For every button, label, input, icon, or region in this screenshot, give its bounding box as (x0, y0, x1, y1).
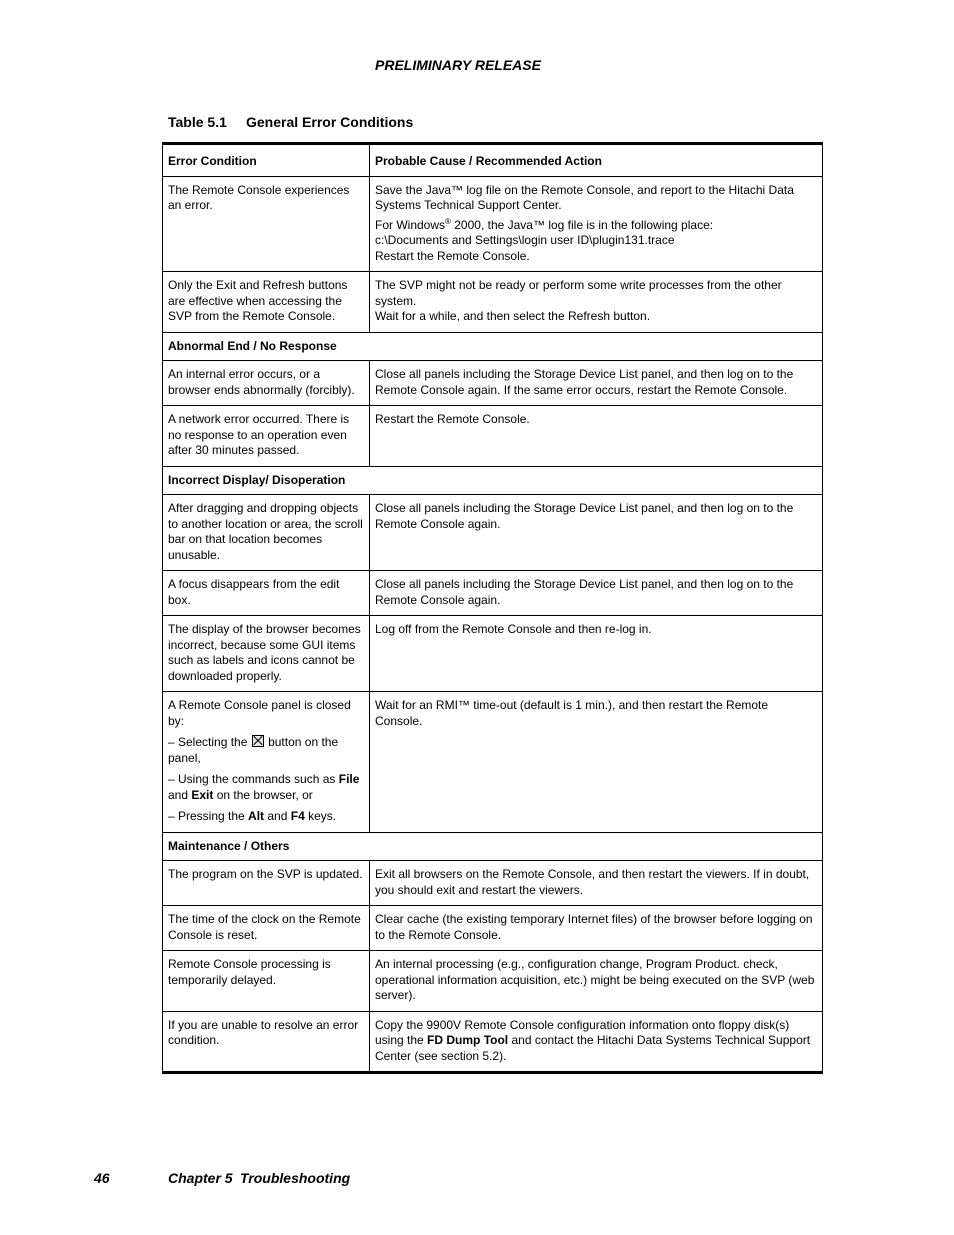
condition-text: – Using the commands such as (168, 772, 339, 786)
col-header-error-condition: Error Condition (163, 144, 370, 177)
condition-cell: After dragging and dropping objects to another location or area, the scroll bar on that location becomes unusable. (163, 495, 370, 571)
action-line: Restart the Remote Console. (375, 248, 530, 263)
page-number: 46 (94, 1170, 110, 1186)
condition-cell: Only the Exit and Refresh buttons are effective when accessing the SVP from the Remote Console. (163, 272, 370, 333)
action-line: Wait for a while, and then select the Refresh button. (375, 309, 651, 323)
action-line (375, 214, 817, 234)
condition-cell: A focus disappears from the edit box. (163, 571, 370, 616)
condition-text: – Pressing the (168, 809, 249, 823)
condition-line (168, 735, 364, 766)
table-row (163, 692, 823, 833)
section-row (163, 466, 823, 495)
section-row (163, 832, 823, 861)
action-cell (370, 176, 823, 272)
page-header: PRELIMINARY RELEASE (375, 57, 541, 73)
table-row (163, 1011, 823, 1073)
section-heading: Abnormal End / No Response (163, 332, 823, 361)
action-cell: Close all panels including the Storage Device List panel, and then log on to the Remote Console again. If the same error occurs, restart the Remote Console. (370, 361, 823, 406)
col-header-probable-cause: Probable Cause / Recommended Action (370, 144, 823, 177)
condition-cell: If you are unable to resolve an error condition. (163, 1011, 370, 1073)
table-row (163, 406, 823, 467)
table-row (163, 361, 823, 406)
table-row (163, 906, 823, 951)
table-row (163, 861, 823, 906)
chapter-label: Chapter 5 (168, 1170, 233, 1186)
action-line: c:\Documents and Settings\login user ID\plugin131.trace (375, 233, 675, 247)
table-row (163, 176, 823, 272)
action-text: For Windows (375, 217, 446, 232)
condition-text: and (168, 787, 192, 802)
table-row (163, 951, 823, 1012)
condition-cell: An internal error occurs, or a browser ends abnormally (forcibly). (163, 361, 370, 406)
action-text: 2000, the Java™ log file is in the following place: (450, 217, 714, 232)
action-cell (370, 272, 823, 333)
condition-cell: The time of the clock on the Remote Console is reset. (163, 906, 370, 951)
condition-line: A Remote Console panel is closed by: (168, 698, 351, 728)
action-cell: Exit all browsers on the Remote Console, and then restart the viewers. If in doubt, you should exit and restart the viewers. (370, 861, 823, 906)
condition-cell: A network error occurred. There is no response to an operation even after 30 minutes passed. (163, 406, 370, 467)
table-number: Table 5.1 (168, 114, 227, 130)
registered-mark: ® (445, 216, 451, 226)
action-line: Save the Java™ log file on the Remote Console, and report to the Hitachi Data Systems Technical Support Center. (375, 182, 794, 212)
condition-cell: The program on the SVP is updated. (163, 861, 370, 906)
condition-text: – Selecting the (168, 735, 251, 749)
condition-cell (163, 692, 370, 833)
action-cell: Log off from the Remote Console and then re-log in. (370, 616, 823, 692)
table-row (163, 495, 823, 571)
fd-dump-tool: FD Dump Tool (427, 1033, 509, 1047)
condition-text: and (264, 809, 291, 823)
condition-cell: The Remote Console experiences an error. (163, 176, 370, 272)
file-command: File (338, 772, 360, 786)
condition-cell: Remote Console processing is temporarily delayed. (163, 951, 370, 1012)
table-title: General Error Conditions (246, 114, 414, 130)
action-line: The SVP might not be ready or perform some write processes from the other system. (375, 278, 782, 308)
table-row (163, 272, 823, 333)
error-conditions-table (162, 142, 823, 1074)
close-icon (252, 735, 264, 747)
action-cell: Restart the Remote Console. (370, 406, 823, 467)
exit-command: Exit (191, 787, 214, 802)
table-row (163, 616, 823, 692)
table-row (163, 571, 823, 616)
action-cell: An internal processing (e.g., configuration change, Program Product. check, operational information acquisition, etc.) might be being executed on the SVP (web server). (370, 951, 823, 1012)
f4-key: F4 (290, 809, 305, 823)
condition-line (168, 809, 364, 825)
action-cell: Clear cache (the existing temporary Internet files) of the browser before logging on to the Remote Console. (370, 906, 823, 951)
section-heading: Incorrect Display/ Disoperation (163, 466, 823, 495)
page-footer (94, 1170, 350, 1186)
action-cell: Close all panels including the Storage Device List panel, and then log on to the Remote Console again. (370, 495, 823, 571)
table-caption (168, 114, 413, 130)
action-cell: Close all panels including the Storage Device List panel, and then log on to the Remote Console again. (370, 571, 823, 616)
condition-text: on the browser, or (213, 787, 313, 802)
action-text: Copy the 9900V Remote Console configuration information onto floppy disk(s) using the (375, 1017, 790, 1047)
action-cell: Wait for an RMI™ time-out (default is 1 min.), and then restart the Remote Console. (370, 692, 823, 833)
condition-line (168, 772, 364, 803)
action-text: and contact the Hitachi Data Systems Technical Support Center (see section 5.2). (375, 1033, 811, 1063)
action-cell (370, 1011, 823, 1073)
section-row (163, 332, 823, 361)
condition-cell: The display of the browser becomes incorrect, because some GUI items such as labels and icons cannot be downloaded properly. (163, 616, 370, 692)
condition-text: keys. (304, 809, 337, 823)
table-header-row (163, 144, 823, 177)
chapter-title: Troubleshooting (240, 1170, 351, 1186)
section-heading: Maintenance / Others (163, 832, 823, 861)
alt-key: Alt (248, 809, 265, 823)
condition-text: button on the panel, (168, 735, 339, 765)
